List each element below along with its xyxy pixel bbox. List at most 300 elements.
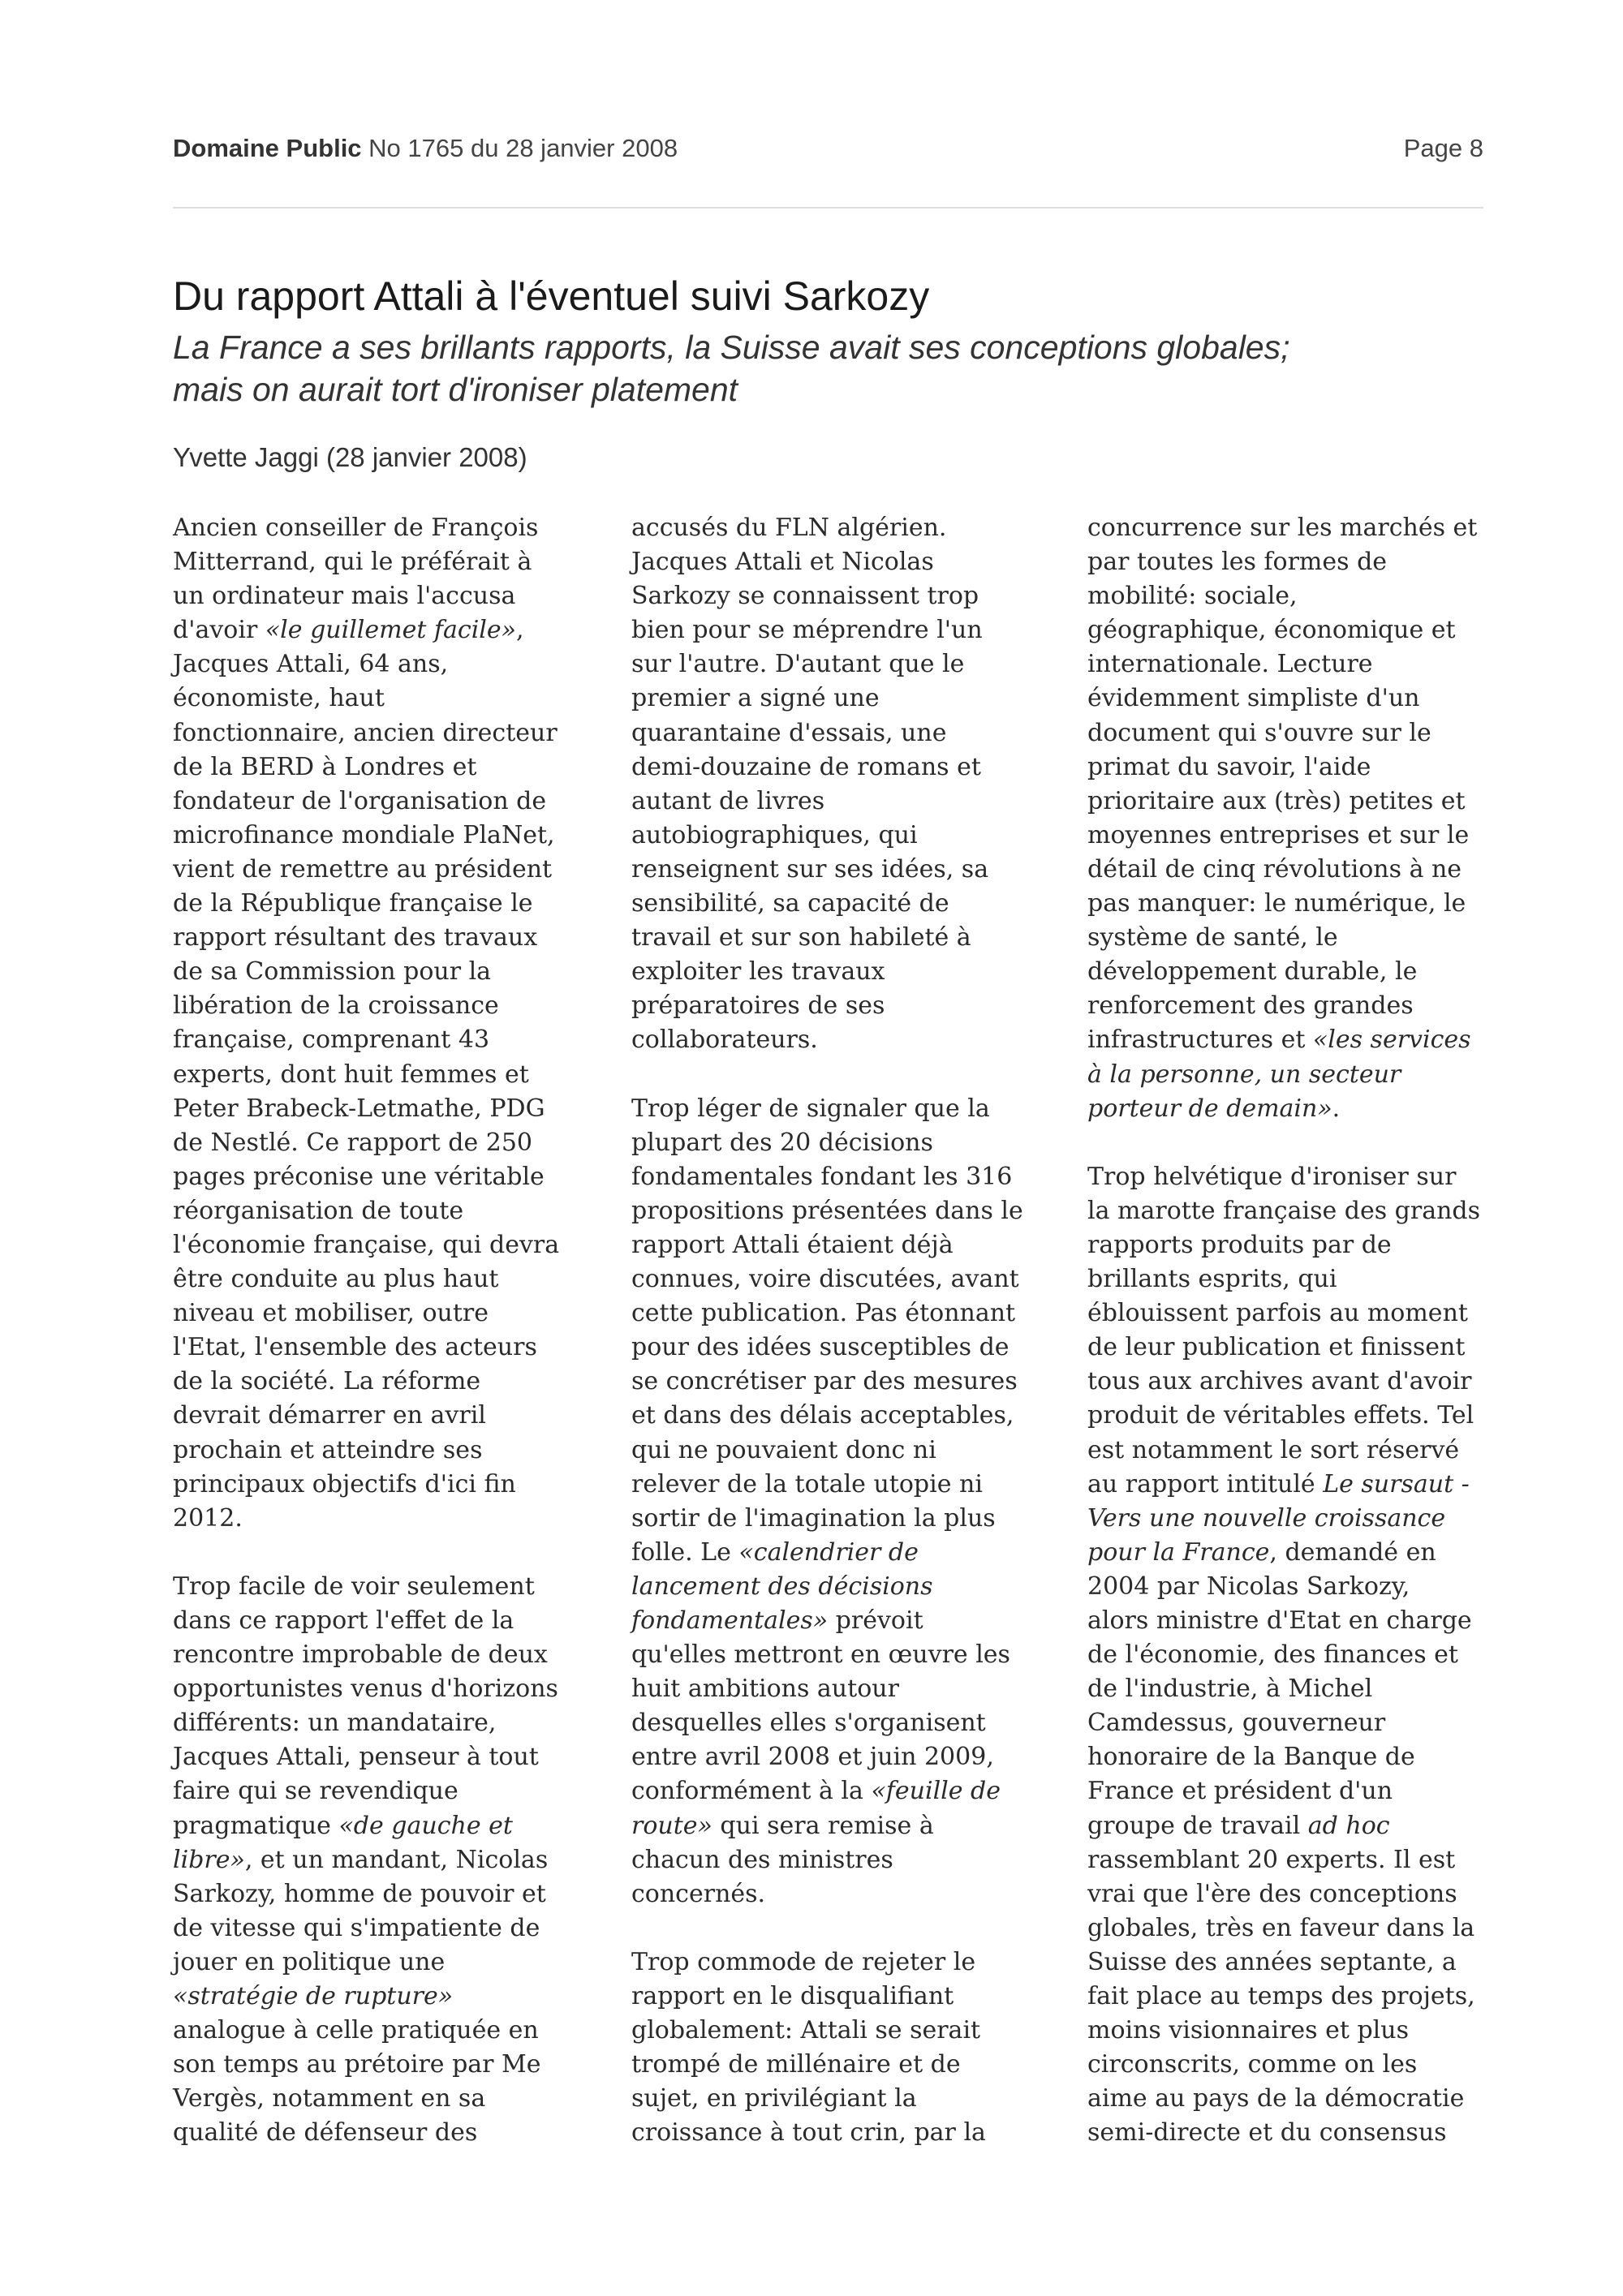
italic-quote: «le guillemet facile» xyxy=(265,616,517,645)
text-line xyxy=(173,1023,611,1057)
text-line xyxy=(1087,1911,1526,1946)
text-span: premier a signé une xyxy=(631,684,880,713)
text-span: experts, dont huit femmes et xyxy=(173,1060,529,1089)
text-span: de la BERD à Londres et xyxy=(173,752,477,781)
text-span: Ancien conseiller de François xyxy=(173,514,539,542)
text-span: honoraire de la Banque de xyxy=(1087,1743,1415,1772)
text-span: réorganisation de toute xyxy=(173,1196,464,1225)
text-span: prochain et atteindre ses xyxy=(173,1435,483,1464)
text-line xyxy=(173,1262,611,1296)
text-span: Trop commode de rejeter le xyxy=(631,1947,976,1976)
text-column-2 xyxy=(631,511,1070,2151)
paragraph-break xyxy=(1087,1126,1526,1160)
text-line xyxy=(631,1228,1070,1262)
text-span: aime au pays de la démocratie xyxy=(1087,2084,1465,2113)
text-span: rapports produits par de xyxy=(1087,1230,1392,1259)
text-line xyxy=(173,1058,611,1092)
text-span: Trop facile de voir seulement xyxy=(173,1572,535,1601)
text-span: analogue à celle pratiquée en xyxy=(173,2016,539,2045)
text-line xyxy=(1087,1160,1526,1194)
text-span: globalement: Attali se serait xyxy=(631,2016,981,2045)
text-line xyxy=(1087,647,1526,681)
italic-quote: «feuille de xyxy=(871,1777,1001,1806)
text-span: fondamentales fondant les 316 xyxy=(631,1162,1013,1191)
text-line xyxy=(1087,1468,1526,1502)
text-span: Peter Brabeck-Letmathe, PDG xyxy=(173,1094,545,1123)
text-span: mobilité: sociale, xyxy=(1087,582,1298,611)
text-span: 2012. xyxy=(173,1503,243,1533)
text-line xyxy=(173,579,611,613)
text-span: d'avoir xyxy=(173,616,265,645)
text-span: dans ce rapport l'effet de la xyxy=(173,1606,514,1635)
text-span: relever de la totale utopie ni xyxy=(631,1469,983,1498)
text-span: primat du savoir, l'aide xyxy=(1087,752,1371,781)
text-line xyxy=(1087,1296,1526,1331)
text-span: fondateur de l'organisation de xyxy=(173,786,547,815)
text-span: rapport Attali étaient déjà xyxy=(631,1230,954,1259)
text-span: document qui s'ouvre sur le xyxy=(1087,718,1431,747)
text-line xyxy=(173,1877,611,1911)
text-span: de l'économie, des finances et xyxy=(1087,1640,1458,1670)
text-line xyxy=(173,1194,611,1228)
text-span: circonscrits, comme on les xyxy=(1087,2050,1418,2079)
text-line xyxy=(1087,1740,1526,1774)
text-line xyxy=(1087,955,1526,989)
text-span: Camdessus, gouverneur xyxy=(1087,1709,1386,1738)
text-line xyxy=(1087,1536,1526,1570)
text-span: , demandé en xyxy=(1269,1537,1436,1567)
text-line xyxy=(173,1126,611,1160)
text-line xyxy=(173,2048,611,2082)
text-span: 2004 par Nicolas Sarkozy, xyxy=(1087,1572,1410,1601)
text-line xyxy=(631,545,1070,579)
text-span: jouer en politique une xyxy=(173,1947,446,1976)
text-line xyxy=(1087,1946,1526,1980)
text-span: connues, voire discutées, avant xyxy=(631,1265,1019,1294)
text-line xyxy=(631,1604,1070,1638)
text-line xyxy=(631,579,1070,613)
text-line xyxy=(631,1399,1070,1433)
text-line xyxy=(631,1980,1070,2014)
text-span: être conduite au plus haut xyxy=(173,1265,499,1294)
text-span: huit ambitions autour xyxy=(631,1675,899,1704)
text-span: plupart des 20 décisions xyxy=(631,1128,933,1157)
text-line xyxy=(173,1365,611,1399)
text-span: préparatoires de ses xyxy=(631,991,885,1021)
text-line xyxy=(1087,2048,1526,2082)
text-line xyxy=(631,2014,1070,2048)
text-line xyxy=(1087,1502,1526,1536)
article-subtitle xyxy=(173,326,1504,411)
text-span: se concrétiser par des mesures xyxy=(631,1367,1018,1396)
text-line xyxy=(1087,716,1526,750)
text-line xyxy=(173,545,611,579)
italic-quote: ad hoc xyxy=(1307,1811,1390,1840)
text-line xyxy=(1087,853,1526,887)
text-line xyxy=(1087,921,1526,955)
text-span: différents: un mandataire, xyxy=(173,1709,497,1738)
text-line xyxy=(173,1296,611,1331)
text-span: est notamment le sort réservé xyxy=(1087,1435,1460,1464)
italic-quote: à la personne, un secteur xyxy=(1087,1060,1401,1089)
text-span: rapport en le disqualifiant xyxy=(631,1982,954,2011)
text-line xyxy=(1087,1399,1526,1433)
text-line xyxy=(173,1468,611,1502)
text-span: principaux objectifs d'ici fin xyxy=(173,1469,516,1498)
text-line xyxy=(173,1160,611,1194)
text-line xyxy=(173,2014,611,2048)
text-line xyxy=(631,1502,1070,1536)
text-line xyxy=(1087,989,1526,1023)
text-span: un ordinateur mais l'accusa xyxy=(173,582,516,611)
text-line xyxy=(631,1638,1070,1672)
text-span: faire qui se revendique xyxy=(173,1777,458,1806)
text-line xyxy=(173,1672,611,1706)
text-span: propositions présentées dans le xyxy=(631,1196,1023,1225)
text-line xyxy=(1087,1194,1526,1228)
text-span: Sarkozy se connaissent trop xyxy=(631,582,979,611)
italic-quote: «les services xyxy=(1312,1025,1471,1055)
text-line xyxy=(1087,1604,1526,1638)
text-line xyxy=(631,716,1070,750)
text-span: pour des idées susceptibles de xyxy=(631,1333,1010,1362)
italic-quote: lancement des décisions xyxy=(631,1572,933,1601)
text-span: quarantaine d'essais, une xyxy=(631,718,947,747)
text-line xyxy=(173,1228,611,1262)
text-line xyxy=(1087,681,1526,716)
text-line xyxy=(1087,1570,1526,1604)
text-span: sortir de l'imagination la plus xyxy=(631,1503,996,1533)
text-line xyxy=(173,887,611,921)
text-line xyxy=(173,1980,611,2014)
text-line xyxy=(1087,1809,1526,1843)
text-span: évidemment simpliste d'un xyxy=(1087,684,1420,713)
page-header xyxy=(173,134,1483,168)
text-span: alors ministre d'Etat en charge xyxy=(1087,1606,1472,1635)
text-span: niveau et mobiliser, outre xyxy=(173,1299,489,1328)
text-line xyxy=(173,955,611,989)
text-line xyxy=(631,887,1070,921)
text-span: Jacques Attali et Nicolas xyxy=(631,548,934,577)
text-line xyxy=(1087,2014,1526,2048)
text-span: rapport résultant des travaux xyxy=(173,923,538,952)
text-line xyxy=(173,1740,611,1774)
text-span: pragmatique xyxy=(173,1811,339,1840)
text-span: l'Etat, l'ensemble des acteurs xyxy=(173,1333,537,1362)
paragraph-break xyxy=(631,1911,1070,1946)
text-line xyxy=(631,785,1070,819)
text-line xyxy=(631,955,1070,989)
text-span: sujet, en privilégiant la xyxy=(631,2084,917,2113)
text-line xyxy=(173,681,611,716)
text-span: autobiographiques, qui xyxy=(631,820,918,849)
text-line xyxy=(631,1092,1070,1126)
text-line xyxy=(631,853,1070,887)
text-line xyxy=(631,1774,1070,1808)
text-line xyxy=(173,1774,611,1808)
text-line xyxy=(173,613,611,647)
text-line xyxy=(173,1434,611,1468)
text-line xyxy=(173,853,611,887)
text-span: bien pour se méprendre l'un xyxy=(631,616,983,645)
text-line xyxy=(173,2082,611,2116)
text-span: produit de véritables effets. Tel xyxy=(1087,1401,1474,1430)
text-span: sur l'autre. D'autant que le xyxy=(631,650,965,679)
text-line xyxy=(631,1946,1070,1980)
text-line xyxy=(173,1331,611,1365)
text-line xyxy=(1087,2082,1526,2116)
text-span: de la République française le xyxy=(173,889,533,918)
text-line xyxy=(631,681,1070,716)
text-span: Jacques Attali, 64 ans, xyxy=(173,650,449,679)
text-span: prévoit xyxy=(828,1606,923,1635)
text-span: semi-directe et du consensus xyxy=(1087,2118,1447,2148)
text-span: de Nestlé. Ce rapport de 250 xyxy=(173,1128,532,1157)
text-span: fait place au temps des projets, xyxy=(1087,1982,1475,2011)
text-line xyxy=(1087,750,1526,785)
text-span: qui ne pouvaient donc ni xyxy=(631,1435,936,1464)
text-line xyxy=(631,511,1070,545)
text-line xyxy=(1087,1774,1526,1808)
article-title: Du rapport Attali à l'éventuel suivi Sarkozy xyxy=(173,273,930,319)
text-span: sensibilité, sa capacité de xyxy=(631,889,949,918)
text-line xyxy=(631,1877,1070,1911)
text-line xyxy=(1087,1023,1526,1057)
text-span: tous aux archives avant d'avoir xyxy=(1087,1367,1472,1396)
text-line xyxy=(1087,819,1526,853)
text-line xyxy=(631,1023,1070,1057)
text-line xyxy=(1087,2116,1526,2150)
text-span: de vitesse qui s'impatiente de xyxy=(173,1913,540,1942)
text-span: France et président d'un xyxy=(1087,1777,1393,1806)
text-line xyxy=(631,1809,1070,1843)
text-line xyxy=(1087,579,1526,613)
text-span: pas manquer: le numérique, le xyxy=(1087,889,1466,918)
text-span: de sa Commission pour la xyxy=(173,957,492,987)
text-line xyxy=(1087,613,1526,647)
text-line xyxy=(173,1843,611,1877)
text-span: moins visionnaires et plus xyxy=(1087,2016,1409,2045)
text-span: devrait démarrer en avril xyxy=(173,1401,486,1430)
text-column-3 xyxy=(1087,511,1526,2151)
text-line xyxy=(1087,1638,1526,1672)
text-span: chacun des ministres xyxy=(631,1845,893,1874)
text-line xyxy=(173,1946,611,1980)
text-line xyxy=(631,1706,1070,1740)
italic-quote: Vers une nouvelle croissance xyxy=(1087,1503,1446,1533)
text-line xyxy=(1087,1980,1526,2014)
text-span: renseignent sur ses idées, sa xyxy=(631,854,989,884)
text-line xyxy=(173,1638,611,1672)
text-line xyxy=(1087,887,1526,921)
text-line xyxy=(173,921,611,955)
text-line xyxy=(631,1365,1070,1399)
text-span: Suisse des années septante, a xyxy=(1087,1947,1457,1976)
text-span: collaborateurs. xyxy=(631,1025,818,1055)
text-line xyxy=(1087,1877,1526,1911)
text-span: éblouissent parfois au moment xyxy=(1087,1299,1468,1328)
text-span: concurrence sur les marchés et xyxy=(1087,514,1478,542)
text-line xyxy=(173,1809,611,1843)
text-span: au rapport intitulé xyxy=(1087,1469,1324,1498)
text-line xyxy=(631,647,1070,681)
italic-quote: fondamentales» xyxy=(631,1606,829,1635)
text-line xyxy=(1087,511,1526,545)
text-line xyxy=(173,1399,611,1433)
text-span: Vergès, notamment en sa xyxy=(173,2084,486,2113)
text-line xyxy=(173,1502,611,1536)
text-span: qui sera remise à xyxy=(712,1811,934,1840)
text-span: de leur publication et finissent xyxy=(1087,1333,1466,1362)
text-line xyxy=(1087,1058,1526,1092)
text-line xyxy=(1087,1331,1526,1365)
text-line xyxy=(173,819,611,853)
text-line xyxy=(631,1160,1070,1194)
text-line xyxy=(173,1604,611,1638)
text-span: . xyxy=(1332,1094,1341,1123)
text-line xyxy=(631,1194,1070,1228)
subtitle-line: mais on aurait tort d'ironiser platement xyxy=(173,371,738,408)
text-line xyxy=(631,819,1070,853)
text-span: renforcement des grandes xyxy=(1087,991,1414,1021)
text-line xyxy=(631,1672,1070,1706)
text-line xyxy=(1087,1706,1526,1740)
text-line xyxy=(631,1434,1070,1468)
text-span: et dans des délais acceptables, xyxy=(631,1401,1014,1430)
text-span: croissance à tout crin, par la xyxy=(631,2118,986,2148)
text-line xyxy=(1087,1434,1526,1468)
text-line xyxy=(1087,1228,1526,1262)
text-span: son temps au prétoire par Me xyxy=(173,2050,541,2079)
text-line xyxy=(1087,1092,1526,1126)
text-line xyxy=(631,2116,1070,2150)
text-span: autant de livres xyxy=(631,786,825,815)
text-span: concernés. xyxy=(631,1879,766,1908)
text-line xyxy=(173,785,611,819)
text-line xyxy=(173,1092,611,1126)
text-line xyxy=(631,750,1070,785)
text-line xyxy=(173,1706,611,1740)
text-span: pages préconise une véritable xyxy=(173,1162,545,1191)
text-span: desquelles elles s'organisent xyxy=(631,1709,986,1738)
text-line xyxy=(631,1536,1070,1570)
text-span: libération de la croissance xyxy=(173,991,499,1021)
publication-name: Domaine Public xyxy=(173,134,362,162)
text-line xyxy=(631,1468,1070,1502)
text-span: cette publication. Pas étonnant xyxy=(631,1299,1016,1328)
text-span: accusés du FLN algérien. xyxy=(631,514,947,542)
italic-quote: libre» xyxy=(173,1845,245,1874)
text-line xyxy=(631,1296,1070,1331)
text-line xyxy=(1087,1365,1526,1399)
text-span: développement durable, le xyxy=(1087,957,1418,987)
italic-quote: Le sursaut - xyxy=(1323,1469,1470,1498)
text-line xyxy=(1087,1672,1526,1706)
text-span: prioritaire aux (très) petites et xyxy=(1087,786,1466,815)
subtitle-line: La France a ses brillants rapports, la Suisse avait ses conceptions globales; xyxy=(173,329,1290,366)
text-span: entre avril 2008 et juin 2009, xyxy=(631,1743,994,1772)
text-span: internationale. Lecture xyxy=(1087,650,1373,679)
text-span: infrastructures et xyxy=(1087,1025,1313,1055)
text-span: de l'industrie, à Michel xyxy=(1087,1675,1373,1704)
text-span: la marotte française des grands xyxy=(1087,1196,1481,1225)
text-line xyxy=(173,511,611,545)
text-span: détail de cinq révolutions à ne xyxy=(1087,854,1462,884)
header-divider xyxy=(173,207,1483,209)
paragraph-break xyxy=(631,1058,1070,1092)
text-span: de la société. La réforme xyxy=(173,1367,481,1396)
text-line xyxy=(173,647,611,681)
text-span: géographique, économique et xyxy=(1087,616,1456,645)
text-line xyxy=(631,1843,1070,1877)
text-line xyxy=(631,1262,1070,1296)
text-line xyxy=(631,2082,1070,2116)
text-span: opportunistes venus d'horizons xyxy=(173,1675,558,1704)
text-span: française, comprenant 43 xyxy=(173,1025,490,1055)
paragraph-break xyxy=(173,1536,611,1570)
text-span: brillants esprits, qui xyxy=(1087,1265,1337,1294)
article-byline: Yvette Jaggi (28 janvier 2008) xyxy=(173,442,527,472)
text-span: groupe de travail xyxy=(1087,1811,1308,1840)
text-span: économiste, haut xyxy=(173,684,385,713)
text-line xyxy=(631,1740,1070,1774)
text-line xyxy=(1087,545,1526,579)
text-line xyxy=(173,1570,611,1604)
issue-info: No 1765 du 28 janvier 2008 xyxy=(368,134,678,162)
text-span: Trop léger de signaler que la xyxy=(631,1094,990,1123)
text-span: trompé de millénaire et de xyxy=(631,2050,961,2079)
page-number: Page 8 xyxy=(1403,134,1483,162)
text-line xyxy=(173,750,611,785)
text-line xyxy=(631,1570,1070,1604)
text-span: vient de remettre au président xyxy=(173,854,553,884)
text-span: rassemblant 20 experts. Il est xyxy=(1087,1845,1456,1874)
text-span: microfinance mondiale PlaNet, xyxy=(173,820,555,849)
text-span: fonctionnaire, ancien directeur xyxy=(173,718,558,747)
text-span: Mitterrand, qui le préférait à xyxy=(173,548,532,577)
text-line xyxy=(1087,785,1526,819)
text-span: Trop helvétique d'ironiser sur xyxy=(1087,1162,1457,1191)
italic-quote: porteur de demain» xyxy=(1087,1094,1332,1123)
text-span: qu'elles mettront en œuvre les xyxy=(631,1640,1010,1670)
text-span: , xyxy=(516,616,524,645)
italic-quote: «calendrier de xyxy=(738,1537,919,1567)
text-span: Sarkozy, homme de pouvoir et xyxy=(173,1879,546,1908)
text-span: l'économie française, qui devra xyxy=(173,1230,560,1259)
text-span: système de santé, le xyxy=(1087,923,1338,952)
text-span: globales, très en faveur dans la xyxy=(1087,1913,1475,1942)
text-span: conformément à la xyxy=(631,1777,872,1806)
italic-quote: pour la France xyxy=(1087,1537,1270,1567)
italic-quote: «de gauche et xyxy=(338,1811,513,1840)
italic-quote: route» xyxy=(631,1811,712,1840)
text-line xyxy=(173,2116,611,2150)
italic-quote: «stratégie de rupture» xyxy=(173,1982,454,2011)
text-span: folle. Le xyxy=(631,1537,739,1567)
text-span: exploiter les travaux xyxy=(631,957,885,987)
text-line xyxy=(173,1911,611,1946)
text-line xyxy=(631,921,1070,955)
text-line xyxy=(173,989,611,1023)
text-line xyxy=(631,989,1070,1023)
text-line xyxy=(1087,1843,1526,1877)
text-line xyxy=(1087,1262,1526,1296)
text-span: , et un mandant, Nicolas xyxy=(244,1845,549,1874)
text-span: moyennes entreprises et sur le xyxy=(1087,820,1470,849)
text-span: vrai que l'ère des conceptions xyxy=(1087,1879,1457,1908)
text-line xyxy=(631,2048,1070,2082)
text-span: Jacques Attali, penseur à tout xyxy=(173,1743,539,1772)
